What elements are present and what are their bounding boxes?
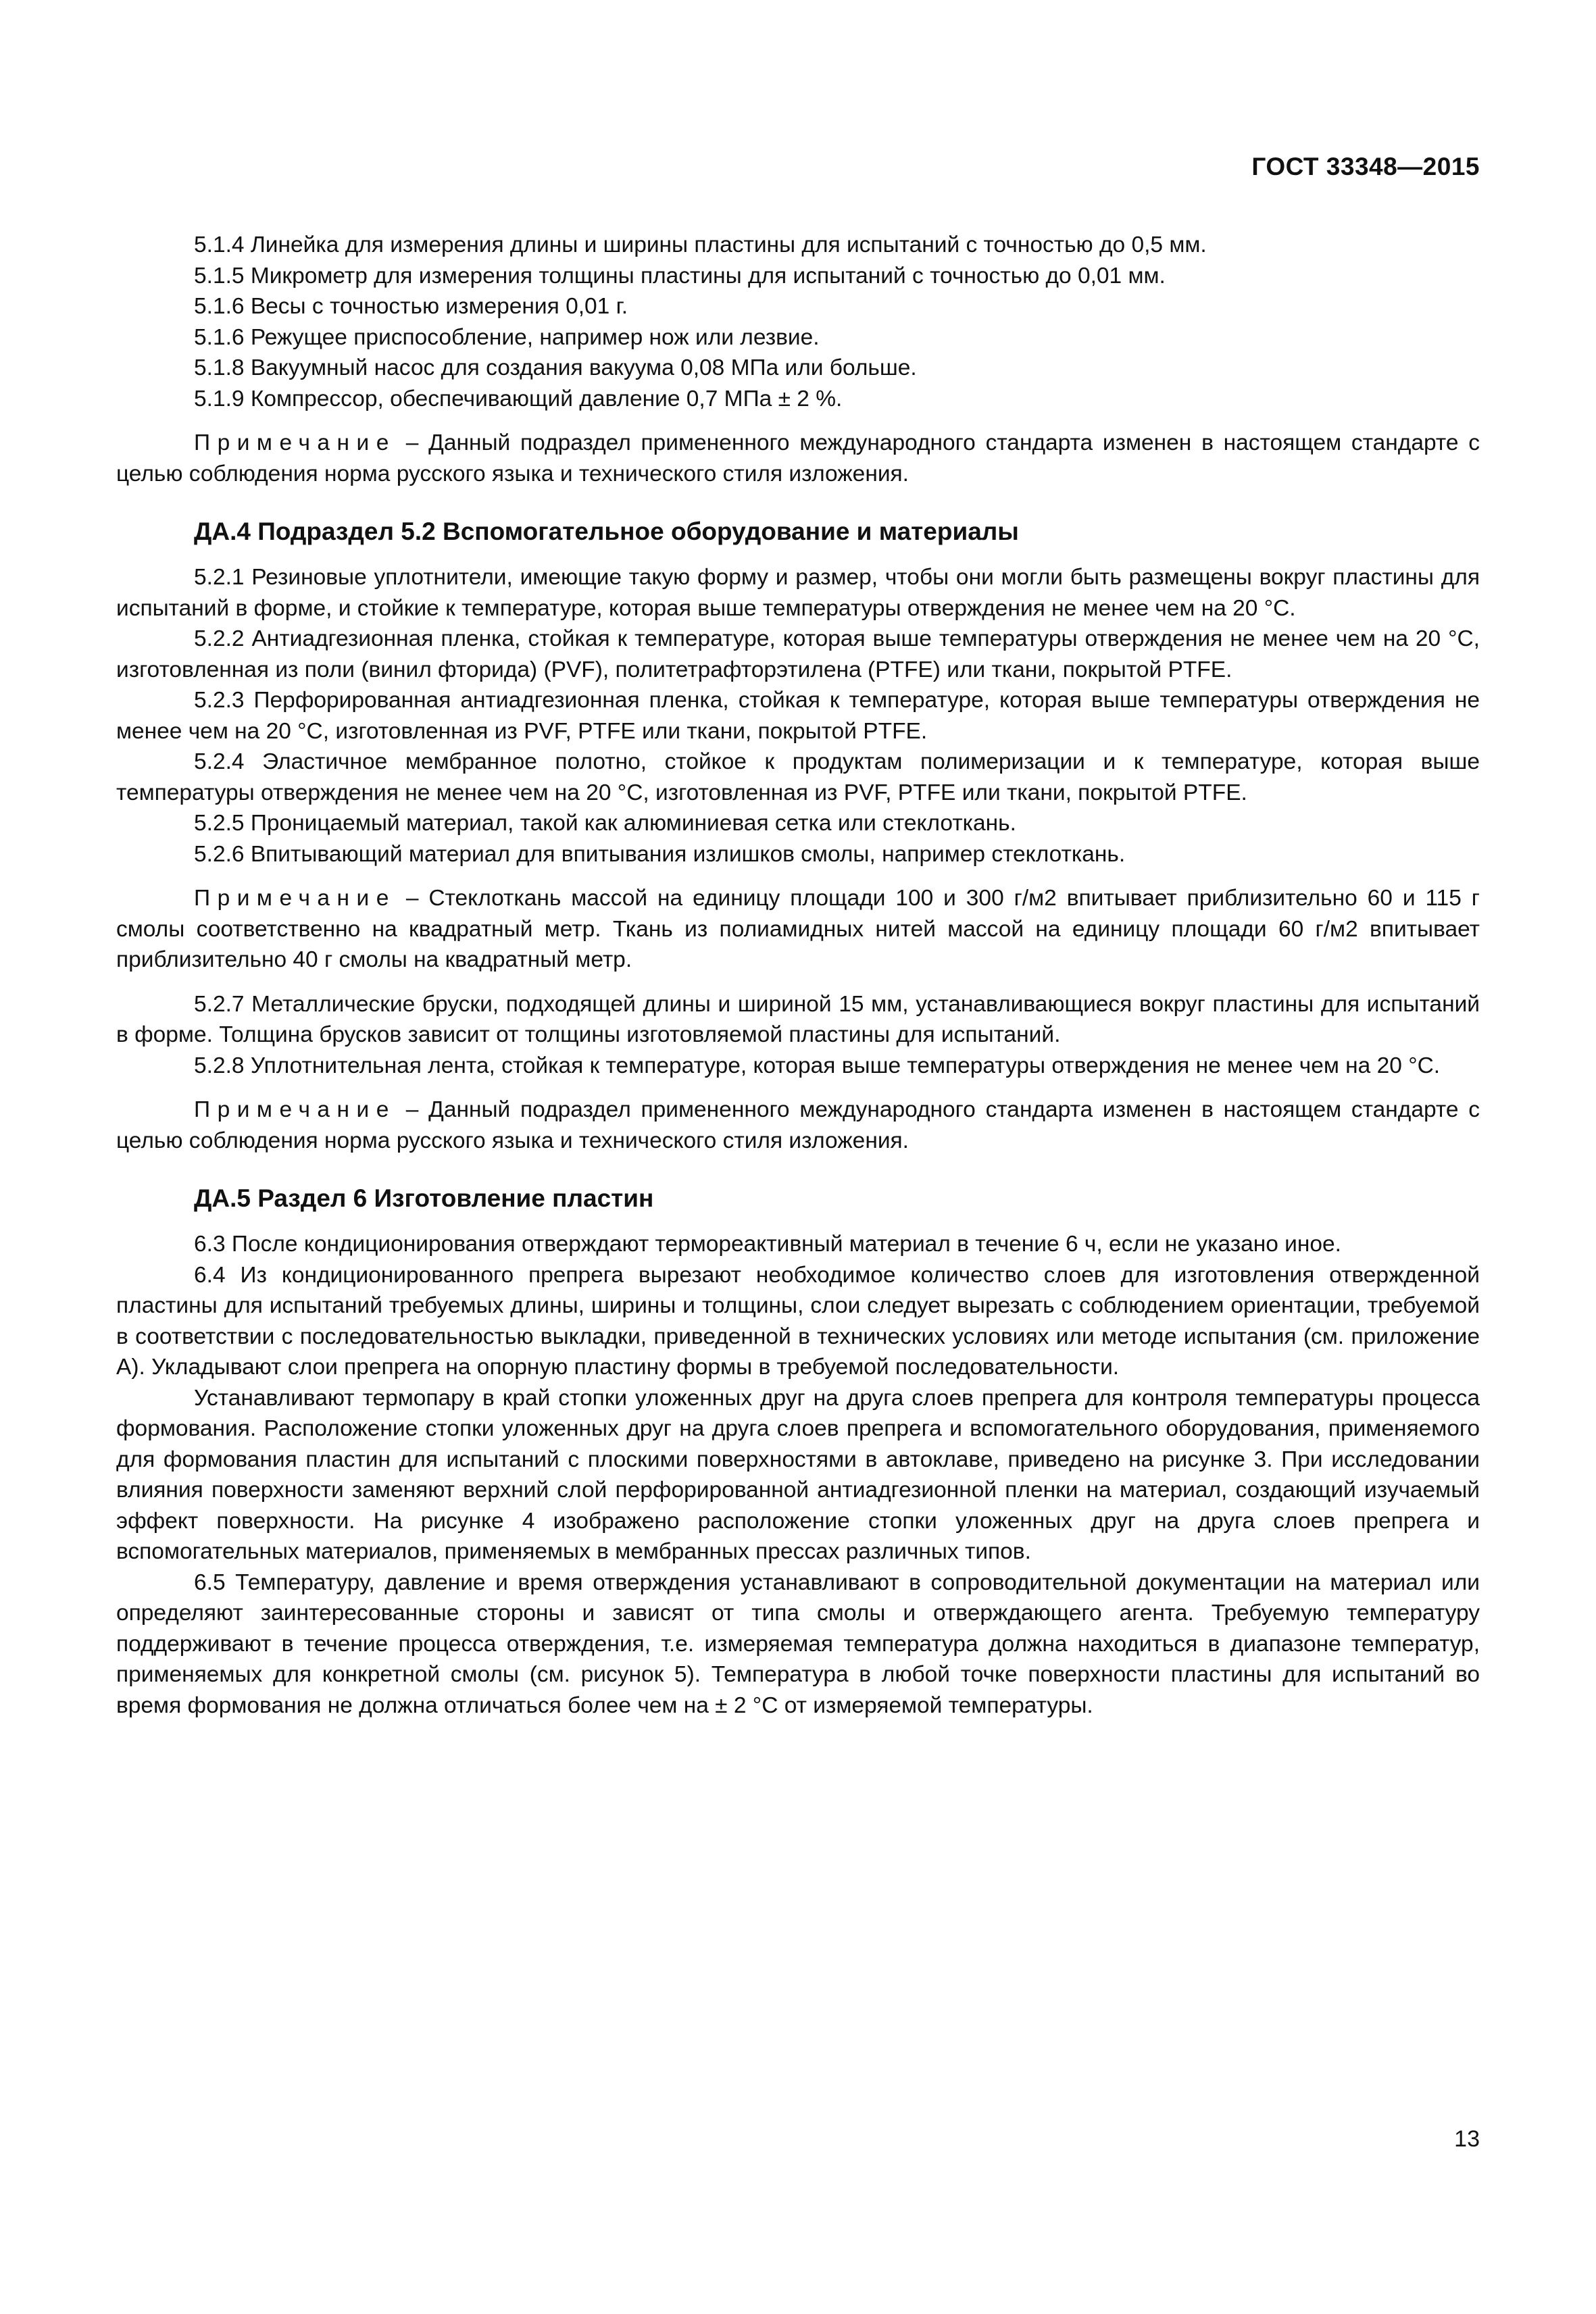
page-content bbox=[116, 230, 1480, 1721]
section-heading-da4: ДА.4 Подраздел 5.2 Вспомогательное оборудование и материалы bbox=[194, 518, 1019, 545]
list-item: 5.1.6 Весы с точностью измерения 0,01 г. bbox=[194, 294, 628, 319]
note-2 bbox=[116, 883, 1480, 976]
list-item: 5.1.9 Компрессор, обеспечивающий давление 0,7 МПа ± 2 %. bbox=[194, 386, 843, 411]
note-text: – Данный подраздел примененного международного стандарта изменен в настоящем стандарте с целью соблюдения норма русского языка и технического стиля изложения. bbox=[116, 1097, 1480, 1153]
paragraph: 6.3 После кондиционирования отверждают термореактивный материал в течение 6 ч, если не указано иное. bbox=[194, 1232, 1341, 1257]
page-number: 13 bbox=[1454, 2126, 1480, 2152]
note-text: – Стеклоткань массой на единицу площади 100 и 300 г/м2 впитывает приблизительно 60 и 115 г смолы соответственно на квадратный метр. Ткань из полиамидных нитей массой на единицу площади 60 г/м2 впитывает приблизительно 40 г смолы на квадратный метр. bbox=[116, 886, 1480, 972]
paragraph: 5.2.6 Впитывающий материал для впитывания излишков смолы, например стеклоткань. bbox=[194, 841, 1126, 867]
section-heading-da5: ДА.5 Раздел 6 Изготовление пластин bbox=[194, 1184, 654, 1212]
paragraph: 5.2.2 Антиадгезионная пленка, стойкая к температуре, которая выше температуры отверждения не менее чем на 20 °С, изготовленная из поли (винил фторида) (PVF), политетрафторэтилена (PTFE) или ткани, покрытой PTFE. bbox=[116, 626, 1480, 682]
paragraph: 5.2.5 Проницаемый материал, такой как алюминиевая сетка или стеклоткань. bbox=[194, 811, 1016, 836]
paragraph: 5.2.8 Уплотнительная лента, стойкая к температуре, которая выше температуры отверждения не менее чем на 20 °С. bbox=[194, 1053, 1441, 1078]
paragraph: 5.2.3 Перфорированная антиадгезионная пленка, стойкая к температуре, которая выше температуры отверждения не менее чем на 20 °С, изготовленная из PVF, PTFE или ткани, покрытой PTFE. bbox=[116, 688, 1480, 744]
note-label: Примечание bbox=[194, 1097, 396, 1122]
list-item: 5.1.6 Режущее приспособление, например нож или лезвие. bbox=[194, 324, 820, 350]
list-item: 5.1.5 Микрометр для измерения толщины пластины для испытаний с точностью до 0,01 мм. bbox=[194, 263, 1166, 288]
paragraph: 5.2.1 Резиновые уплотнители, имеющие такую форму и размер, чтобы они могли быть размещены вокруг пластины для испытаний в форме, и стойкие к температуре, которая выше температуры отверждения не менее чем на 20 °С. bbox=[116, 565, 1480, 621]
note-label: Примечание bbox=[194, 886, 396, 911]
paragraph: 6.5 Температуру, давление и время отверждения устанавливают в сопроводительной документации на материал или определяют заинтересованные стороны и зависят от типа смолы и отверждающего агента. Требуемую температуру поддерживают в течение процесса отверждения, т.е. измеряемая температура должна находиться в диапазоне температур, применяемых для конкретной смолы (см. рисунок 5). Температура в любой точке поверхности пластины для испытаний во время формования не должна отличаться более чем на ± 2 °С от измеряемой температуры. bbox=[116, 1569, 1480, 1718]
note-3 bbox=[116, 1095, 1480, 1156]
list-item: 5.1.8 Вакуумный насос для создания вакуума 0,08 МПа или больше. bbox=[194, 355, 917, 380]
document-code: ГОСТ 33348—2015 bbox=[1251, 153, 1480, 180]
note-label: Примечание bbox=[194, 430, 396, 455]
note-text: – Данный подраздел примененного международного стандарта изменен в настоящем стандарте с целью соблюдения норма русского языка и технического стиля изложения. bbox=[116, 430, 1480, 486]
note-1 bbox=[116, 428, 1480, 489]
paragraph: 5.2.4 Эластичное мембранное полотно, стойкое к продуктам полимеризации и к температуре, которая выше температуры отверждения не менее чем на 20 °С, изготовленная из PVF, PTFE или ткани, покрытой PTFE. bbox=[116, 749, 1480, 805]
list-item: 5.1.4 Линейка для измерения длины и ширины пластины для испытаний с точностью до 0,5 мм. bbox=[194, 232, 1207, 257]
paragraph: 6.4 Из кондиционированного препрега вырезают необходимое количество слоев для изготовления отвержденной пластины для испытаний требуемых длины, ширины и толщины, слои следует вырезать с соблюдением ориентации, требуемой в соответствии с последовательностью выкладки, приведенной в технических условиях или методе испытания (см. приложение А). Укладывают слои препрега на опорную пластину формы в требуемой последовательности. bbox=[116, 1262, 1480, 1380]
paragraph: 5.2.7 Металлические бруски, подходящей длины и шириной 15 мм, устанавливающиеся вокруг пластины для испытаний в форме. Толщина брусков зависит от толщины изготовляемой пластины для испытаний. bbox=[116, 991, 1480, 1047]
paragraph: Устанавливают термопару в край стопки уложенных друг на друга слоев препрега для контроля температуры процесса формования. Расположение стопки уложенных друг на друга слоев препрега и вспомогательного оборудования, применяемого для формования пластин для испытаний с плоскими поверхностями в автоклаве, приведено на рисунке 3. При исследовании влияния поверхности заменяют верхний слой перфорированной антиадгезионной пленки на материал, создающий изучаемый эффект поверхности. На рисунке 4 изображено расположение стопки уложенных друг на друга слоев препрега и вспомогательных материалов, применяемых в мембранных прессах различных типов. bbox=[116, 1385, 1480, 1564]
